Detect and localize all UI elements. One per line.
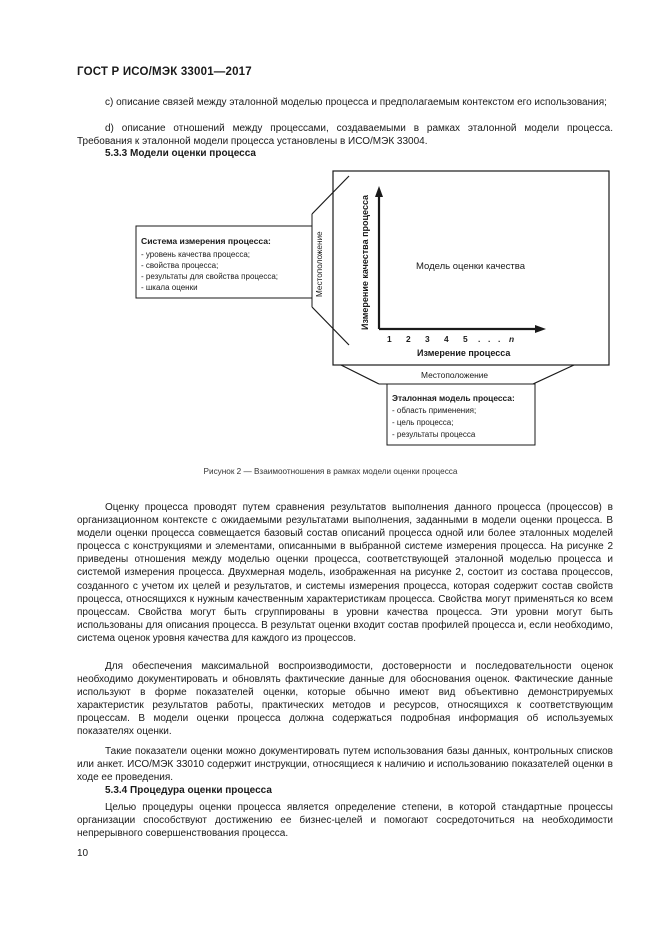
x-tick-label: 2 xyxy=(406,334,411,344)
reference-item-1: - область применения; xyxy=(392,406,477,415)
x-tick-label: . xyxy=(478,334,481,344)
connector-top-left xyxy=(312,176,349,214)
page-number: 10 xyxy=(77,848,89,859)
x-axis-label: Измерение процесса xyxy=(417,348,511,358)
x-tick-label: 4 xyxy=(444,334,449,344)
measurement-item-1: - уровень качества процесса; xyxy=(141,250,251,259)
y-axis-label: Измерение качества процесса xyxy=(360,194,370,330)
measurement-item-2: - свойства процесса; xyxy=(141,261,219,270)
list-item-d: d) описание отношений между процессами, создаваемыми в рамках эталонной модели процесса. Требования к эталонной модели процесса установлены в ИСО/МЭК 33004. xyxy=(77,123,613,148)
x-tick-label: 1 xyxy=(387,334,392,344)
location-label-horizontal: Местоположение xyxy=(421,370,489,380)
location-label-vertical: Местоположение xyxy=(315,231,324,297)
figure-process-assessment-model xyxy=(0,160,661,460)
body-paragraph-1: Оценку процесса проводят путем сравнения результатов выполнения данного процесса (процессов) в организационном контексте с ожидаемыми результатами выполнения, заданными в модели оценки процесса. В модели оценки процесса совмещается базовый состав описаний процесса одной или более эталонных моделей процесса с конструкциями и элементами, описанными в выбранной системе измерения процесса. На рисунке 2 приведены отношения между моделью оценки процесса, соответствующей эталонной моделью процесса и системой измерения процесса. Двухмерная модель, изображенная на рисунке 2, состоит из состава процессов, созданного с учетом их целей и результатов, и системы измерения процесса, которая содержит состав свойств процесса, относящихся к нужным качественным характеристикам процесса. Свойства могут применяться ко всем процессам. Свойства могут быть сгруппированы в уровни качества процесса. Эти уровни могут быть использованы для описания процесса. В результат оценки входит состав профилей процесса и, если необходимо, система оценок уровня качества для каждого из процессов. xyxy=(77,502,613,644)
reference-item-3: - результаты процесса xyxy=(392,430,476,439)
body-paragraph-3: Такие показатели оценки можно документировать путем использования базы данных, контрольных списков или анкет. ИСО/МЭК 33010 содержит инструкции, относящиеся к наличию и использованию показателей оценки в ходе ее проведения. xyxy=(77,746,613,784)
list-item-c: c) описание связей между эталонной моделью процесса и предполагаемым контекстом его использования; xyxy=(105,97,607,108)
measurement-framework-title: Система измерения процесса: xyxy=(141,236,271,246)
x-axis-arrow xyxy=(535,325,546,333)
document-header: ГОСТ Р ИСО/МЭК 33001—2017 xyxy=(77,66,252,78)
connector-bottom-left-diag xyxy=(341,365,379,384)
measurement-item-4: - шкала оценки xyxy=(141,283,198,292)
y-axis-arrow xyxy=(375,186,383,197)
section-5-3-4-paragraph: Целью процедуры оценки процесса является определение степени, в которой стандартные процессы организации способствуют достижению ее бизнес-целей и помогают сосредоточиться на необходимости непрерывного совершенствования процесса. xyxy=(77,802,613,840)
section-heading-5-3-4: 5.3.4 Процедура оценки процесса xyxy=(105,785,272,796)
x-tick-label: n xyxy=(509,334,515,344)
section-heading-5-3-3: 5.3.3 Модели оценки процесса xyxy=(105,148,256,159)
x-tick-label: 5 xyxy=(463,334,468,344)
connector-bottom-left xyxy=(312,307,349,345)
body-paragraph-2: Для обеспечения максимальной воспроизводимости, достоверности и последовательности оценок необходимо документировать и обновлять фактические данные для обоснования оценок. Фактические данные используют в форме показателей оценки, которые обычно имеют вид объективно демонстрируемых характеристик результатов работы, практических методов и ресурсов, относящихся к соответствующим процессам. В модели оценки процесса должна содержаться подробная информация об используемых показателях оценки. xyxy=(77,661,613,738)
figure-caption: Рисунок 2 — Взаимоотношения в рамках модели оценки процесса xyxy=(203,467,458,476)
x-tick-label: 3 xyxy=(425,334,430,344)
x-tick-label: . xyxy=(488,334,491,344)
measurement-item-3: - результаты для свойства процесса; xyxy=(141,272,279,281)
x-tick-label: . xyxy=(498,334,501,344)
connector-bottom-right-diag xyxy=(533,365,574,384)
reference-model-title: Эталонная модель процесса: xyxy=(392,393,515,403)
reference-item-2: - цель процесса; xyxy=(392,418,454,427)
model-label: Модель оценки качества xyxy=(416,261,525,272)
